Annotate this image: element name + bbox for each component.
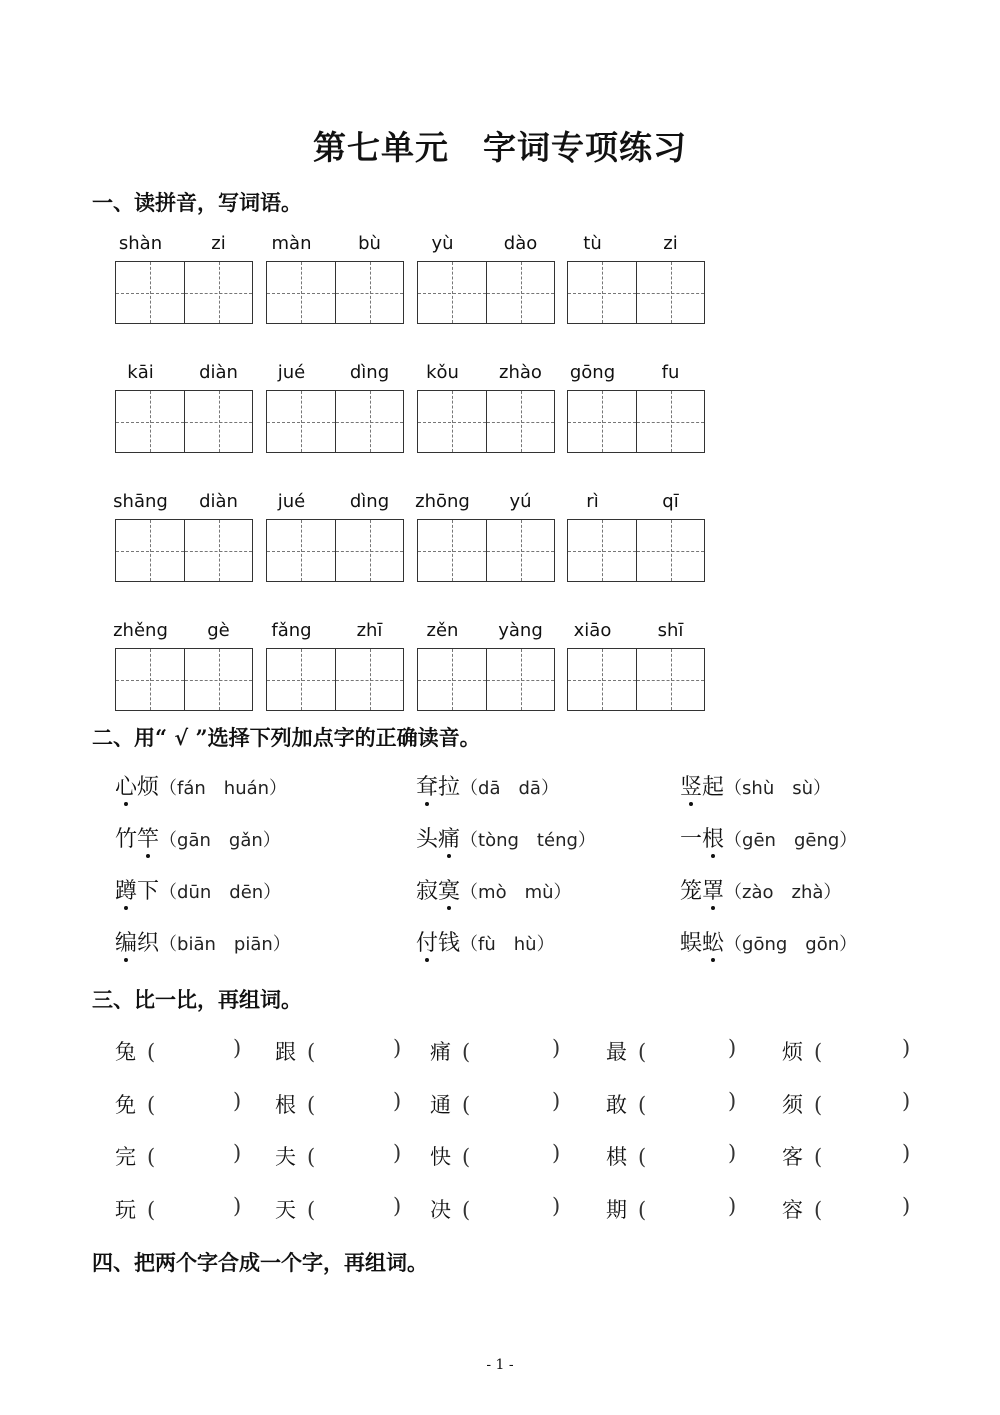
pinyin-options[interactable]: （shù sù）	[724, 778, 832, 799]
paren-close: )	[552, 1036, 561, 1060]
pinyin-syllable: fu	[661, 362, 680, 383]
writing-boxes[interactable]	[266, 261, 404, 324]
writing-boxes[interactable]	[567, 648, 705, 711]
compare-char: 通	[430, 1093, 451, 1117]
tianzige-cell[interactable]	[184, 649, 252, 710]
compare-char: 夫	[275, 1145, 296, 1169]
pinyin-word	[266, 233, 404, 333]
paren-open: (	[147, 1040, 156, 1064]
pinyin-word	[567, 491, 705, 591]
reading-choice-item[interactable]	[416, 926, 555, 957]
compare-char: 期	[606, 1198, 627, 1222]
word-char: 蹲	[115, 879, 138, 904]
pinyin-options[interactable]: （tòng téng）	[460, 830, 596, 851]
tianzige-cell[interactable]	[486, 520, 554, 581]
tianzige-cell[interactable]	[636, 262, 704, 323]
paren-close: )	[728, 1141, 737, 1165]
pinyin-syllable: zěn	[426, 620, 459, 641]
tianzige-cell[interactable]	[267, 391, 335, 452]
pinyin-syllable: kǒu	[426, 362, 459, 383]
compare-char: 客	[782, 1145, 803, 1169]
compare-char: 天	[275, 1198, 296, 1222]
word-char: 痛	[438, 827, 461, 852]
pinyin-syllable: zhī	[356, 620, 383, 641]
compare-char: 决	[430, 1198, 451, 1222]
word-char: 笼	[680, 879, 703, 904]
tianzige-cell[interactable]	[116, 391, 184, 452]
paren-close: )	[393, 1089, 402, 1113]
pinyin-word	[115, 491, 253, 591]
writing-boxes[interactable]	[266, 390, 404, 453]
tianzige-cell[interactable]	[184, 262, 252, 323]
pinyin-syllable: qī	[662, 491, 679, 512]
reading-choice-item[interactable]	[680, 770, 831, 801]
paren-close: )	[552, 1089, 561, 1113]
word-char: 烦	[137, 775, 160, 800]
tianzige-cell[interactable]	[335, 262, 403, 323]
pinyin-syllable: bù	[358, 233, 381, 254]
pinyin-syllable: zi	[663, 233, 678, 254]
pinyin-syllable: diàn	[199, 491, 238, 512]
paren-open: (	[814, 1145, 823, 1169]
pinyin-syllable: gè	[207, 620, 230, 641]
pinyin-options[interactable]: （biān piān）	[159, 934, 291, 955]
writing-boxes[interactable]	[115, 519, 253, 582]
pinyin-options[interactable]: （dūn dēn）	[159, 882, 282, 903]
reading-choice-item[interactable]	[416, 874, 572, 905]
pinyin-options[interactable]: （gān gǎn）	[159, 830, 281, 851]
paren-close: )	[552, 1141, 561, 1165]
pinyin-options[interactable]: （zào zhà）	[724, 882, 842, 903]
pinyin-syllable: shàn	[118, 233, 163, 254]
writing-boxes[interactable]	[417, 261, 555, 324]
compare-char: 敢	[606, 1093, 627, 1117]
paren-open: (	[814, 1198, 823, 1222]
paren-close: )	[393, 1194, 402, 1218]
paren-open: (	[307, 1198, 316, 1222]
tianzige-cell[interactable]	[568, 520, 636, 581]
tianzige-cell[interactable]	[486, 262, 554, 323]
paren-close: )	[552, 1194, 561, 1218]
tianzige-cell[interactable]	[636, 649, 704, 710]
pinyin-syllable: dìng	[349, 362, 390, 383]
compare-item[interactable]	[782, 1036, 911, 1066]
word-char: 一	[680, 827, 703, 852]
paren-close: )	[728, 1194, 737, 1218]
reading-choice-item[interactable]	[115, 770, 287, 801]
paren-close: )	[393, 1036, 402, 1060]
compare-char: 快	[430, 1145, 451, 1169]
paren-close: )	[728, 1036, 737, 1060]
tianzige-cell[interactable]	[267, 262, 335, 323]
compare-char: 跟	[275, 1040, 296, 1064]
tianzige-cell[interactable]	[418, 262, 486, 323]
tianzige-cell[interactable]	[486, 649, 554, 710]
paren-close: )	[233, 1194, 242, 1218]
word-char: 织	[137, 931, 160, 956]
paren-open: (	[147, 1145, 156, 1169]
paren-open: (	[462, 1145, 471, 1169]
compare-item[interactable]	[275, 1141, 402, 1171]
tianzige-cell[interactable]	[418, 520, 486, 581]
compare-char: 兔	[115, 1040, 136, 1064]
pinyin-word	[567, 362, 705, 462]
word-char: 编	[115, 931, 138, 956]
compare-item[interactable]	[275, 1036, 402, 1066]
pinyin-syllable: màn	[271, 233, 312, 254]
pinyin-word	[417, 362, 555, 462]
word-char: 罩	[702, 879, 725, 904]
word-char: 下	[137, 879, 160, 904]
tianzige-cell[interactable]	[418, 391, 486, 452]
compare-char: 玩	[115, 1198, 136, 1222]
paren-close: )	[233, 1036, 242, 1060]
writing-boxes[interactable]	[417, 648, 555, 711]
tianzige-cell[interactable]	[486, 391, 554, 452]
paren-open: (	[147, 1198, 156, 1222]
compare-item[interactable]	[782, 1141, 911, 1171]
tianzige-cell[interactable]	[184, 520, 252, 581]
tianzige-cell[interactable]	[116, 649, 184, 710]
paren-close: )	[728, 1089, 737, 1113]
compare-char: 容	[782, 1198, 803, 1222]
pinyin-syllable: shī	[657, 620, 684, 641]
pinyin-syllable: gōng	[569, 362, 616, 383]
compare-item[interactable]	[606, 1089, 737, 1119]
compare-char: 完	[115, 1145, 136, 1169]
tianzige-cell[interactable]	[335, 649, 403, 710]
writing-boxes[interactable]	[567, 519, 705, 582]
section-2-heading: 二、用“ √ ”选择下列加点字的正确读音。	[92, 725, 481, 750]
word-char: 头	[416, 827, 439, 852]
pinyin-word	[115, 620, 253, 720]
compare-char: 免	[115, 1093, 136, 1117]
word-char: 根	[702, 827, 725, 852]
writing-boxes[interactable]	[266, 519, 404, 582]
compare-item[interactable]	[606, 1036, 737, 1066]
paren-open: (	[307, 1093, 316, 1117]
writing-boxes[interactable]	[417, 519, 555, 582]
writing-boxes[interactable]	[115, 648, 253, 711]
word-char: 竹	[115, 827, 138, 852]
pinyin-syllable: shāng	[113, 491, 168, 512]
paren-close: )	[902, 1089, 911, 1113]
tianzige-cell[interactable]	[267, 520, 335, 581]
compare-item[interactable]	[782, 1089, 911, 1119]
pinyin-syllable: fǎng	[271, 620, 312, 641]
pinyin-syllable: yù	[431, 233, 454, 254]
compare-item[interactable]	[430, 1141, 561, 1171]
writing-boxes[interactable]	[567, 261, 705, 324]
pinyin-options[interactable]: （gōng gōn）	[724, 934, 858, 955]
pinyin-syllable: yàng	[498, 620, 543, 641]
paren-open: (	[307, 1145, 316, 1169]
tianzige-cell[interactable]	[116, 262, 184, 323]
word-char: 付	[416, 931, 439, 956]
compare-char: 烦	[782, 1040, 803, 1064]
word-char: 拉	[438, 775, 461, 800]
tianzige-cell[interactable]	[568, 391, 636, 452]
word-char: 心	[115, 775, 138, 800]
tianzige-cell[interactable]	[418, 649, 486, 710]
compare-char: 痛	[430, 1040, 451, 1064]
paren-close: )	[393, 1141, 402, 1165]
paren-open: (	[147, 1093, 156, 1117]
compare-char: 棋	[606, 1145, 627, 1169]
compare-item[interactable]	[430, 1089, 561, 1119]
paren-open: (	[638, 1145, 647, 1169]
pinyin-word	[266, 491, 404, 591]
pinyin-word	[266, 362, 404, 462]
pinyin-word	[266, 620, 404, 720]
paren-open: (	[307, 1040, 316, 1064]
tianzige-cell[interactable]	[267, 649, 335, 710]
pinyin-options[interactable]: （gēn gēng）	[724, 830, 858, 851]
pinyin-syllable: dìng	[349, 491, 390, 512]
paren-close: )	[902, 1036, 911, 1060]
pinyin-word	[115, 233, 253, 333]
writing-boxes[interactable]	[115, 261, 253, 324]
paren-close: )	[233, 1089, 242, 1113]
pinyin-syllable: jué	[277, 491, 306, 512]
pinyin-word	[567, 233, 705, 333]
tianzige-cell[interactable]	[335, 520, 403, 581]
compare-item[interactable]	[115, 1194, 242, 1224]
pinyin-options[interactable]: （fù hù）	[460, 934, 555, 955]
word-char: 钱	[438, 931, 461, 956]
writing-boxes[interactable]	[567, 390, 705, 453]
paren-close: )	[233, 1141, 242, 1165]
pinyin-word	[417, 620, 555, 720]
page-title: 第七单元 字词专项练习	[313, 128, 687, 167]
reading-choice-item[interactable]	[115, 874, 281, 905]
compare-item[interactable]	[275, 1089, 402, 1119]
pinyin-syllable: zhào	[499, 362, 542, 383]
pinyin-syllable: tù	[583, 233, 602, 254]
tianzige-cell[interactable]	[636, 520, 704, 581]
pinyin-syllable: zi	[211, 233, 226, 254]
word-char: 竿	[137, 827, 160, 852]
paren-close: )	[902, 1141, 911, 1165]
writing-boxes[interactable]	[417, 390, 555, 453]
reading-choice-item[interactable]	[680, 926, 857, 957]
word-char: 寂	[416, 879, 439, 904]
pinyin-word	[417, 233, 555, 333]
tianzige-cell[interactable]	[335, 391, 403, 452]
word-char: 蚣	[702, 931, 725, 956]
compare-item[interactable]	[606, 1141, 737, 1171]
reading-choice-item[interactable]	[115, 822, 281, 853]
word-char: 寞	[438, 879, 461, 904]
pinyin-options[interactable]: （fán huán）	[159, 778, 288, 799]
compare-item[interactable]	[430, 1036, 561, 1066]
paren-open: (	[462, 1093, 471, 1117]
tianzige-cell[interactable]	[636, 391, 704, 452]
pinyin-syllable: yú	[509, 491, 532, 512]
paren-open: (	[462, 1198, 471, 1222]
reading-choice-item[interactable]	[416, 822, 596, 853]
tianzige-cell[interactable]	[568, 262, 636, 323]
compare-char: 须	[782, 1093, 803, 1117]
pinyin-syllable: zhōng	[415, 491, 470, 512]
compare-item[interactable]	[430, 1194, 561, 1224]
pinyin-word	[115, 362, 253, 462]
paren-open: (	[638, 1093, 647, 1117]
pinyin-options[interactable]: （mò mù）	[460, 882, 572, 903]
compare-item[interactable]	[782, 1194, 911, 1224]
reading-choice-item[interactable]	[680, 874, 841, 905]
reading-choice-item[interactable]	[680, 822, 857, 853]
pinyin-syllable: zhěng	[113, 620, 168, 641]
page-number: - 1 -	[486, 1357, 514, 1373]
tianzige-cell[interactable]	[568, 649, 636, 710]
paren-open: (	[462, 1040, 471, 1064]
tianzige-cell[interactable]	[116, 520, 184, 581]
compare-item[interactable]	[115, 1036, 242, 1066]
word-char: 竖	[680, 775, 703, 800]
reading-choice-item[interactable]	[416, 770, 559, 801]
paren-close: )	[902, 1194, 911, 1218]
tianzige-cell[interactable]	[184, 391, 252, 452]
word-char: 耷	[416, 775, 439, 800]
pinyin-syllable: rì	[586, 491, 599, 512]
pinyin-syllable: xiāo	[573, 620, 612, 641]
pinyin-syllable: kāi	[127, 362, 154, 383]
pinyin-syllable: jué	[277, 362, 306, 383]
paren-open: (	[638, 1040, 647, 1064]
word-char: 蜈	[680, 931, 703, 956]
compare-item[interactable]	[606, 1194, 737, 1224]
compare-char: 根	[275, 1093, 296, 1117]
pinyin-syllable: diàn	[199, 362, 238, 383]
pinyin-syllable: dào	[503, 233, 538, 254]
compare-char: 最	[606, 1040, 627, 1064]
compare-item[interactable]	[115, 1141, 242, 1171]
section-4-heading: 四、把两个字合成一个字，再组词。	[92, 1250, 428, 1275]
section-3-heading: 三、比一比，再组词。	[92, 987, 302, 1012]
pinyin-word	[567, 620, 705, 720]
word-char: 起	[702, 775, 725, 800]
writing-boxes[interactable]	[115, 390, 253, 453]
compare-item[interactable]	[115, 1089, 242, 1119]
section-1-heading: 一、读拼音，写词语。	[92, 190, 302, 215]
writing-boxes[interactable]	[266, 648, 404, 711]
pinyin-word	[417, 491, 555, 591]
reading-choice-item[interactable]	[115, 926, 291, 957]
paren-open: (	[814, 1040, 823, 1064]
pinyin-options[interactable]: （dā dā）	[460, 778, 559, 799]
paren-open: (	[814, 1093, 823, 1117]
compare-item[interactable]	[275, 1194, 402, 1224]
paren-open: (	[638, 1198, 647, 1222]
